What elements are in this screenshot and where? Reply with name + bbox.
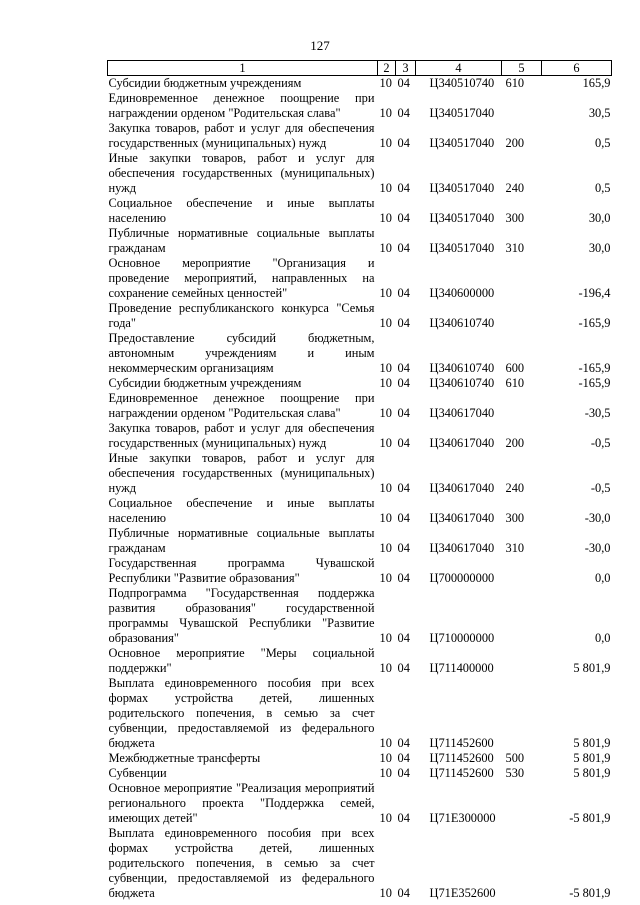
row-exp: 600: [505, 361, 525, 375]
row-amount: 165,9: [582, 76, 611, 90]
row-sec: 10: [379, 751, 392, 765]
row-target: Ц711452600: [429, 766, 494, 780]
row-sec: 10: [379, 436, 392, 450]
row-name: Закупка товаров, работ и услуг для обеспечения государственных (муниципальных) нужд: [108, 121, 375, 150]
table-row: [108, 676, 612, 751]
table-row: [108, 121, 612, 151]
row-target: Ц710000000: [429, 631, 495, 645]
table-header: [108, 61, 612, 76]
row-exp: 310: [505, 241, 525, 255]
row-target: Ц711452600: [429, 736, 494, 750]
row-exp: 240: [505, 481, 525, 495]
row-name: Проведение республиканского конкурса "Семья года": [108, 301, 375, 330]
row-target: Ц340617040: [429, 436, 495, 450]
row-sub: 04: [397, 481, 410, 495]
row-amount: 0,0: [595, 631, 611, 645]
row-name: Выплата единовременного пособия при всех формах устройства детей, лишенных родительского попечения, в семью за счет субвенции, предоставляемой из федерального бюджета: [108, 676, 375, 750]
table-row: [108, 646, 612, 676]
row-sub: 04: [397, 886, 410, 900]
row-sub: 04: [397, 751, 410, 765]
column-header: 2: [378, 61, 396, 76]
row-name: Публичные нормативные социальные выплаты гражданам: [108, 226, 375, 255]
row-target: Ц711400000: [429, 661, 494, 675]
row-target: Ц340517040: [429, 241, 495, 255]
row-name: Субвенции: [108, 766, 167, 780]
column-header: 4: [416, 61, 502, 76]
row-target: Ц340610740: [429, 316, 495, 330]
table-row: [108, 331, 612, 376]
row-target: Ц71Е300000: [429, 811, 496, 825]
row-sub: 04: [397, 376, 410, 390]
row-exp: 610: [505, 376, 525, 390]
table-row: [108, 151, 612, 196]
row-sec: 10: [379, 631, 392, 645]
table-row: [108, 301, 612, 331]
row-name: Основное мероприятие "Реализация мероприятий регионального проекта "Поддержка семей, имеющих детей": [108, 781, 375, 825]
row-sec: 10: [379, 541, 392, 555]
row-exp: [502, 781, 542, 826]
row-amount: -165,9: [578, 376, 611, 390]
row-target: Ц340617040: [429, 541, 495, 555]
row-sub: 04: [397, 211, 410, 225]
row-sec: 10: [379, 571, 392, 585]
table-body: [108, 76, 612, 902]
row-amount: 0,5: [595, 136, 611, 150]
row-amount: -196,4: [578, 286, 611, 300]
row-sub: 04: [397, 136, 410, 150]
row-sub: 04: [397, 436, 410, 450]
table-row: [108, 586, 612, 646]
row-target: Ц340517040: [429, 181, 495, 195]
row-target: Ц71Е352600: [429, 886, 496, 900]
row-sub: 04: [397, 571, 410, 585]
row-target: Ц340610740: [429, 376, 495, 390]
row-name: Подпрограмма "Государственная поддержка развития образования" государственной программы Чувашской Республики "Развитие образования": [108, 586, 375, 645]
row-sec: 10: [379, 886, 392, 900]
row-amount: -30,0: [584, 511, 611, 525]
row-sec: 10: [379, 211, 392, 225]
row-amount: 5 801,9: [573, 751, 611, 765]
table-row: [108, 556, 612, 586]
row-target: Ц711452600: [429, 751, 494, 765]
row-exp: [502, 556, 542, 586]
row-sec: 10: [379, 361, 392, 375]
row-sec: 10: [379, 481, 392, 495]
row-exp: 500: [505, 751, 525, 765]
row-amount: 5 801,9: [573, 661, 611, 675]
row-sub: 04: [397, 766, 410, 780]
row-sub: 04: [397, 286, 410, 300]
row-exp: 610: [505, 76, 525, 90]
row-amount: 30,0: [588, 211, 611, 225]
row-name: Социальное обеспечение и иные выплаты населению: [108, 496, 375, 525]
row-sub: 04: [397, 406, 410, 420]
row-sec: 10: [379, 661, 392, 675]
row-sec: 10: [379, 376, 392, 390]
row-exp: 530: [505, 766, 525, 780]
row-target: Ц340617040: [429, 406, 495, 420]
row-name: Закупка товаров, работ и услуг для обеспечения государственных (муниципальных) нужд: [108, 421, 375, 450]
column-header: 1: [108, 61, 378, 76]
row-sec: 10: [379, 181, 392, 195]
row-name: Основное мероприятие "Организация и проведение мероприятий, направленных на сохранение семейных ценностей": [108, 256, 375, 300]
row-sec: 10: [379, 286, 392, 300]
row-sub: 04: [397, 511, 410, 525]
table-row: [108, 751, 612, 766]
row-target: Ц340517040: [429, 136, 495, 150]
row-sub: 04: [397, 361, 410, 375]
table-row: [108, 91, 612, 121]
row-amount: 5 801,9: [573, 766, 611, 780]
row-exp: [502, 91, 542, 121]
row-name: Субсидии бюджетным учреждениям: [108, 376, 302, 390]
row-sec: 10: [379, 316, 392, 330]
row-amount: -30,0: [584, 541, 611, 555]
row-sub: 04: [397, 811, 410, 825]
row-exp: [502, 301, 542, 331]
row-exp: [502, 256, 542, 301]
table-row: [108, 76, 612, 92]
row-amount: 5 801,9: [573, 736, 611, 750]
table-row: [108, 421, 612, 451]
row-amount: -5 801,9: [569, 886, 611, 900]
row-sec: 10: [379, 136, 392, 150]
table-row: [108, 496, 612, 526]
row-exp: [502, 826, 542, 901]
row-sub: 04: [397, 316, 410, 330]
row-sec: 10: [379, 106, 392, 120]
row-sec: 10: [379, 511, 392, 525]
row-name: Единовременное денежное поощрение при награждении орденом "Родительская слава": [108, 391, 375, 420]
row-sec: 10: [379, 406, 392, 420]
row-exp: [502, 646, 542, 676]
row-name: Социальное обеспечение и иные выплаты населению: [108, 196, 375, 225]
row-amount: -165,9: [578, 361, 611, 375]
row-amount: -30,5: [584, 406, 611, 420]
row-exp: 200: [505, 436, 525, 450]
row-name: Межбюджетные трансферты: [108, 751, 261, 765]
row-exp: [502, 391, 542, 421]
row-sec: 10: [379, 76, 392, 90]
row-amount: -0,5: [590, 436, 611, 450]
row-sec: 10: [379, 241, 392, 255]
table-row: [108, 226, 612, 256]
table-row: [108, 826, 612, 901]
row-name: Единовременное денежное поощрение при награждении орденом "Родительская слава": [108, 91, 375, 120]
row-target: Ц340600000: [429, 286, 495, 300]
row-amount: 30,5: [588, 106, 611, 120]
row-amount: 0,5: [595, 181, 611, 195]
row-exp: 300: [505, 511, 525, 525]
row-exp: 300: [505, 211, 525, 225]
row-target: Ц340510740: [429, 76, 495, 90]
row-name: Публичные нормативные социальные выплаты гражданам: [108, 526, 375, 555]
row-sub: 04: [397, 736, 410, 750]
row-name: Государственная программа Чувашской Республики "Развитие образования": [108, 556, 375, 585]
row-name: Основное мероприятие "Меры социальной поддержки": [108, 646, 375, 675]
row-exp: [502, 586, 542, 646]
row-target: Ц340517040: [429, 106, 495, 120]
column-header: 5: [502, 61, 542, 76]
row-amount: -165,9: [578, 316, 611, 330]
row-target: Ц340617040: [429, 481, 495, 495]
table-row: [108, 196, 612, 226]
budget-table: [107, 60, 612, 901]
row-sub: 04: [397, 76, 410, 90]
row-amount: -5 801,9: [569, 811, 611, 825]
row-target: Ц340517040: [429, 211, 495, 225]
row-exp: 200: [505, 136, 525, 150]
table-row: [108, 766, 612, 781]
row-sub: 04: [397, 181, 410, 195]
row-sec: 10: [379, 766, 392, 780]
row-amount: 0,0: [595, 571, 611, 585]
row-target: Ц340610740: [429, 361, 495, 375]
table-row: [108, 781, 612, 826]
row-sec: 10: [379, 736, 392, 750]
row-amount: 30,0: [588, 241, 611, 255]
row-exp: 240: [505, 181, 525, 195]
row-amount: -0,5: [590, 481, 611, 495]
row-exp: [502, 676, 542, 751]
row-target: Ц340617040: [429, 511, 495, 525]
column-header: 3: [396, 61, 416, 76]
row-name: Выплата единовременного пособия при всех формах устройства детей, лишенных родительского попечения, в семью за счет субвенции, предоставляемой из федерального бюджета: [108, 826, 375, 900]
column-header: 6: [542, 61, 612, 76]
table-row: [108, 526, 612, 556]
row-name: Предоставление субсидий бюджетным, автономным учреждениям и иным некоммерческим организациям: [108, 331, 375, 375]
row-name: Иные закупки товаров, работ и услуг для обеспечения государственных (муниципальных) нужд: [108, 451, 375, 495]
row-sub: 04: [397, 241, 410, 255]
row-name: Иные закупки товаров, работ и услуг для обеспечения государственных (муниципальных) нужд: [108, 151, 375, 195]
table-row: [108, 391, 612, 421]
row-name: Субсидии бюджетным учреждениям: [108, 76, 302, 90]
row-sub: 04: [397, 631, 410, 645]
row-sub: 04: [397, 106, 410, 120]
row-sec: 10: [379, 811, 392, 825]
page-number: 127: [310, 38, 330, 53]
table-row: [108, 376, 612, 391]
row-sub: 04: [397, 541, 410, 555]
table-row: [108, 256, 612, 301]
table-row: [108, 451, 612, 496]
row-target: Ц700000000: [429, 571, 495, 585]
row-exp: 310: [505, 541, 525, 555]
row-sub: 04: [397, 661, 410, 675]
